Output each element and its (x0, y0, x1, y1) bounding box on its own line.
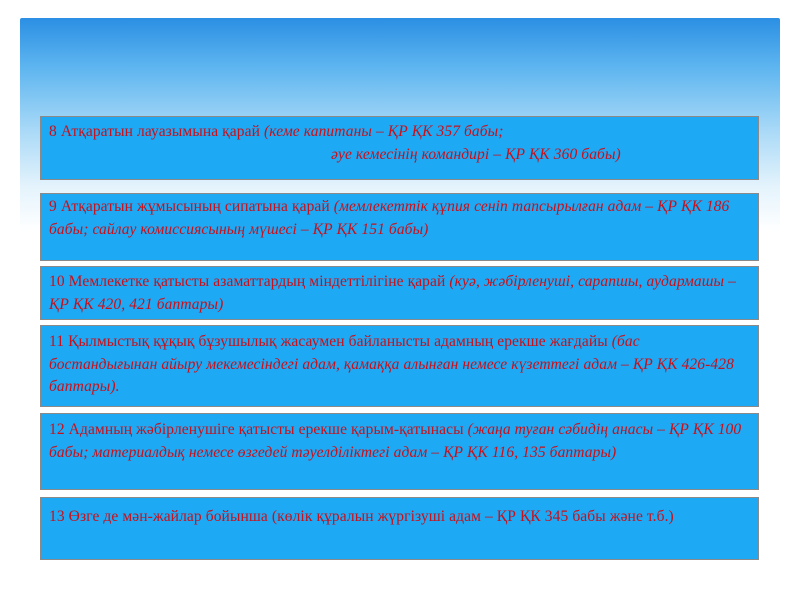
box-9-lead: 9 Атқаратын жұмысының сипатына қарай (49, 198, 330, 215)
box-12-detail: (жаңа туған сәбидің анасы – ҚР ҚК 100 бабы; материалдық немесе өзгедей тәуелділіктегі адам – ҚР ҚК 116, 135 баптары) (49, 421, 742, 461)
text-box-9 (40, 193, 759, 261)
text-box-8 (40, 116, 759, 180)
box-13-lead: 13 Өзге де мән-жайлар бойынша (49, 508, 268, 525)
box-10-detail: (куә, жәбірленуші, сарапшы, аудармашы – ҚР ҚК 420, 421 баптары) (49, 273, 736, 313)
box-12-lead: 12 Адамның жәбірленушіге қатысты ерекше қарым-қатынасы (49, 421, 464, 438)
box-8-detail-line1: (кеме капитаны – ҚР ҚК 357 бабы; (264, 123, 504, 140)
box-10-lead: 10 Мемлекетке қатысты азаматтардың міндеттілігіне қарай (49, 273, 446, 290)
text-box-11 (40, 325, 759, 407)
box-9-detail: (мемлекеттік құпия сеніп тапсырылған адам – ҚР ҚК 186 бабы; сайлау комиссиясының мүшесі – ҚР ҚК 151 бабы) (49, 198, 730, 238)
text-box-13 (40, 497, 759, 560)
text-box-12 (40, 413, 759, 490)
box-11-detail: (бас бостандығынан айыру мекемесіндегі адам, қамаққа алынған немесе күзеттегі адам – ҚР ҚК 426-428 баптары). (49, 333, 734, 395)
box-11-lead: 11 Қылмыстық құқық бұзушылық жасаумен байланысты адамның ерекше жағдайы (49, 333, 608, 350)
box-8-detail-line2: әуе кемесінің командирі – ҚР ҚК 360 бабы) (331, 145, 621, 163)
box-13-detail: (көлік құралын жүргізуші адам – ҚР ҚК 345 бабы және т.б.) (271, 508, 674, 525)
box-8-lead: 8 Атқаратын лауазымына қарай (49, 123, 261, 140)
text-box-10 (40, 266, 759, 320)
